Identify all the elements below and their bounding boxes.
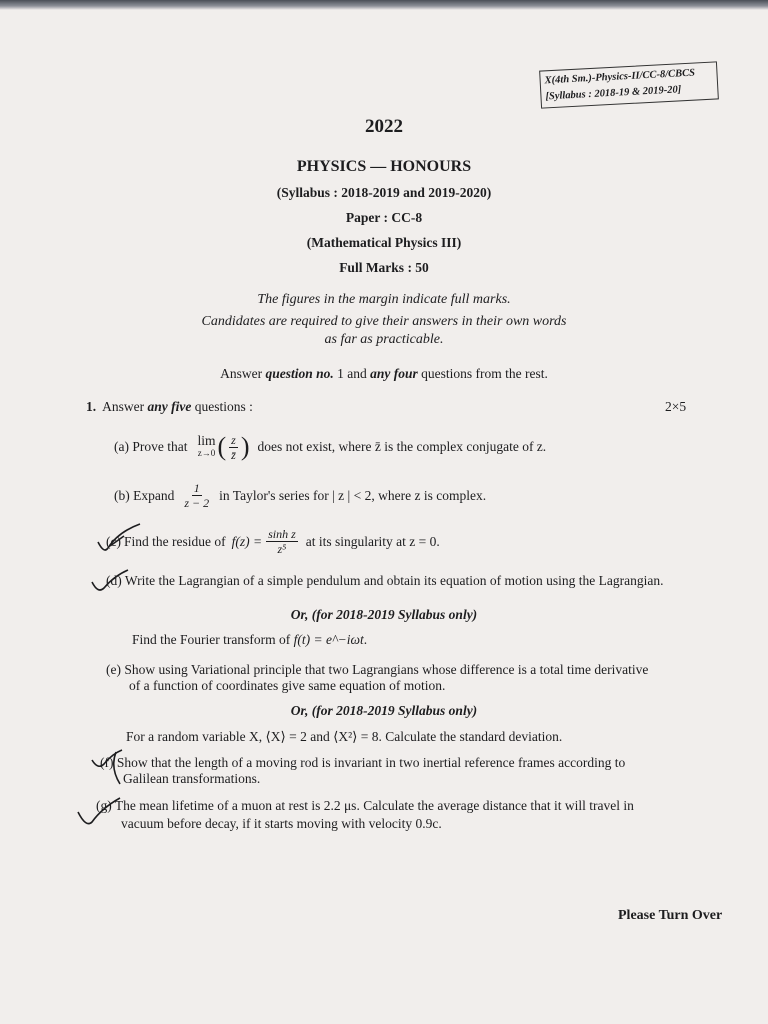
full-marks: Full Marks : 50 — [339, 260, 429, 275]
tick-mark-c-icon — [94, 522, 154, 562]
q1f-line-2: Galilean transformations. — [123, 771, 261, 786]
q1a: (a) Prove that lim z→0 ( $\frac{z}{z̄}$ ) does not exist, where z̄ is the complex conjugate of z. — [114, 432, 547, 462]
q1-heading: 1. Answer any five questions : — [86, 399, 253, 414]
q1e-alt: For a random variable X, ⟨X⟩ = 2 and ⟨X²⟩ = 8. Calculate the standard deviation. — [126, 729, 563, 744]
subject-title: PHYSICS — HONOURS — [296, 158, 472, 175]
please-turn-over: Please Turn Over — [618, 908, 723, 923]
tick-mark-f-icon — [88, 748, 148, 788]
paper-syllabus-code: [Syllabus : 2018-19 & 2019-20] — [545, 84, 682, 103]
q1g-line-1: (g) The mean lifetime of a muon at rest is 2.2 μs. Calculate the average distance that it will travel in — [96, 798, 634, 813]
q1c: (c) Find the residue of f(z) = $\frac{\text{sinh z}}{\text{z⁵}}$ at its singularity at z = 0. — [106, 527, 440, 556]
syllabus-line: (Syllabus : 2018-2019 and 2019-2020) — [276, 185, 492, 200]
q1b: (b) Expand $\frac{1}{z - 2}$ in Taylor's series for | z | < 2, where z is complex. — [114, 481, 487, 510]
tick-mark-g-icon — [74, 796, 134, 836]
instruction-line-1: The figures in the margin indicate full marks. — [257, 292, 511, 307]
q1d: (d) Write the Lagrangian of a simple pendulum and obtain its equation of motion using the Lagrangian. — [106, 573, 664, 588]
instruction-line-3: as far as practicable. — [324, 332, 444, 347]
q1f-line-1: (f) Show that the length of a moving rod is invariant in two inertial reference frames according to — [100, 755, 626, 770]
instruction-line-2: Candidates are required to give their answers in their own words — [201, 314, 567, 329]
paper-code-box — [539, 61, 719, 108]
q1-marks: 2×5 — [665, 399, 687, 414]
q1d-or: Or, (for 2018-2019 Syllabus only) — [290, 607, 478, 622]
paper-title: (Mathematical Physics III) — [306, 235, 462, 250]
exam-year: 2022 — [365, 116, 403, 137]
q1e-line-1: (e) Show using Variational principle that two Lagrangians whose difference is a total time derivative — [106, 662, 649, 677]
page-top-edge — [0, 0, 768, 10]
q1g-line-2: vacuum before decay, if it starts moving with velocity 0.9c. — [121, 816, 442, 831]
q1d-alt: Find the Fourier transform of f(t) = e^−iωt. — [132, 632, 368, 647]
tick-mark-d-icon — [88, 568, 148, 598]
q1e-line-2: of a function of coordinates give same equation of motion. — [129, 678, 446, 693]
answer-instruction: Answer question no. 1 and any four questions from the rest. — [220, 366, 548, 381]
q1e-or: Or, (for 2018-2019 Syllabus only) — [290, 703, 478, 718]
paper-line: Paper : CC-8 — [345, 210, 423, 225]
paper-code: X(4th Sm.)-Physics-II/CC-8/CBCS — [544, 67, 696, 87]
